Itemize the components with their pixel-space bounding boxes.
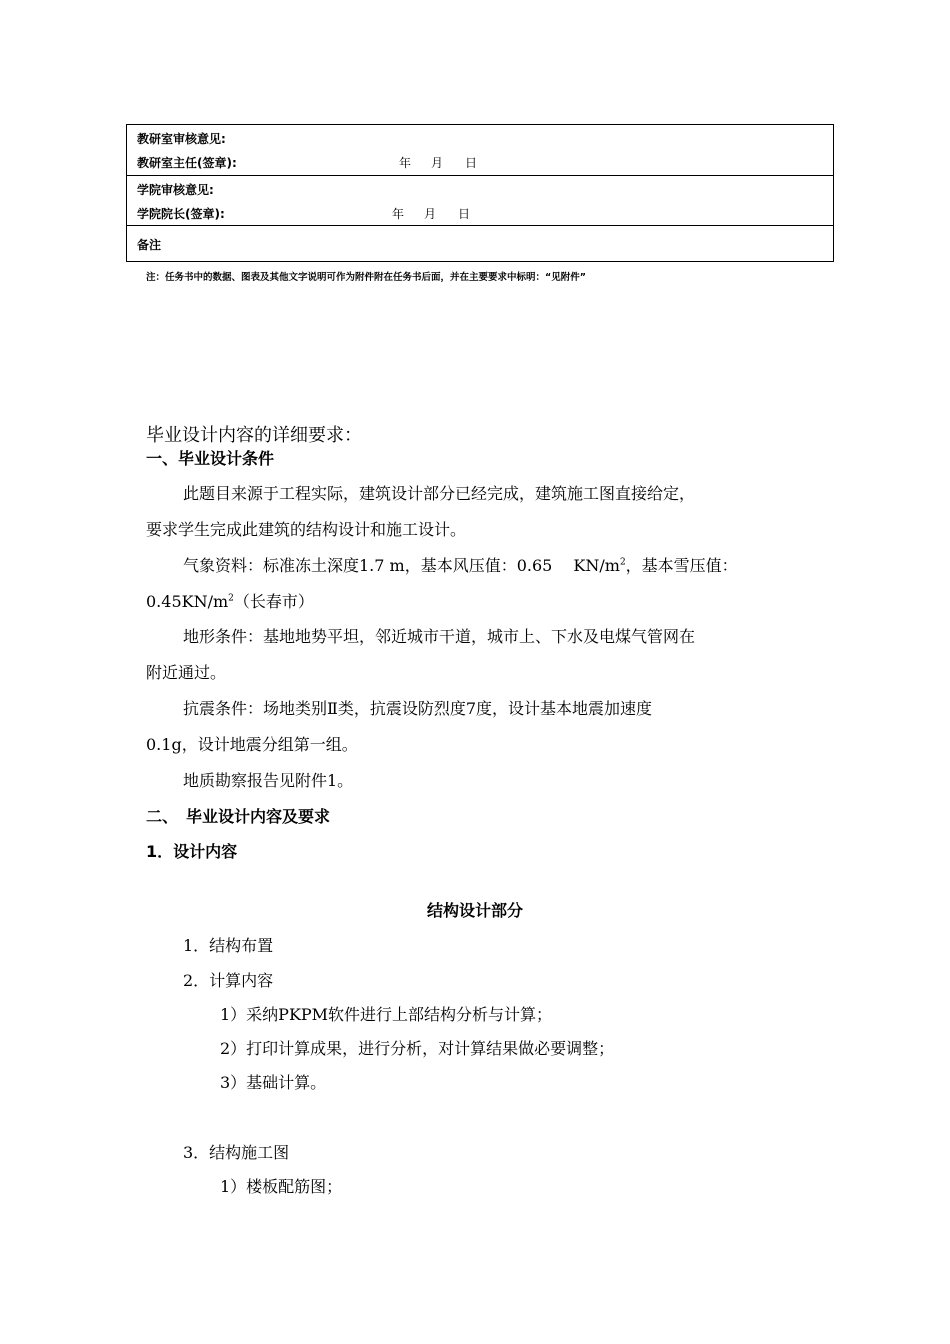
dept-review-label: 教研室审核意见: bbox=[137, 132, 226, 146]
p3-line2: 附近通过。 bbox=[146, 663, 227, 682]
item2: 2．计算内容 bbox=[183, 971, 274, 990]
p2-text-d: （长春市） bbox=[233, 592, 314, 611]
month-label: 月 bbox=[431, 156, 444, 170]
section2-title: 二、 毕业设计内容及要求 bbox=[146, 807, 331, 826]
p2-text-a: 气象资料：标准冻土深度1.7 m，基本风压值：0.65 KN/m bbox=[183, 556, 620, 575]
dept-review-row bbox=[127, 125, 833, 175]
center-title: 结构设计部分 bbox=[426, 901, 523, 920]
p4-line2: 0.1g，设计地震分组第一组。 bbox=[146, 735, 358, 754]
item3: 3．结构施工图 bbox=[183, 1143, 290, 1162]
college-review-label: 学院审核意见: bbox=[137, 183, 214, 197]
item2-3: 3）基础计算。 bbox=[220, 1073, 327, 1092]
year-label: 年 bbox=[392, 207, 405, 221]
p2-text-b: ，基本雪压值： bbox=[625, 556, 738, 575]
p2-text-c: 0.45KN/m bbox=[146, 592, 229, 611]
superscript: 2 bbox=[619, 557, 626, 568]
college-review-row bbox=[127, 175, 833, 226]
item3-1: 1）楼板配筋图； bbox=[220, 1177, 343, 1196]
p1-line1: 此题目来源于工程实际，建筑设计部分已经完成，建筑施工图直接给定， bbox=[183, 484, 696, 503]
p4-line1: 抗震条件：场地类别Ⅱ类，抗震设防烈度7度，设计基本地震加速度 bbox=[183, 699, 653, 718]
section1-title: 一、毕业设计条件 bbox=[146, 449, 275, 468]
sub1-title: 1．设计内容 bbox=[146, 842, 238, 861]
day-label: 日 bbox=[458, 207, 471, 221]
year-label: 年 bbox=[399, 156, 412, 170]
attachment-note: 注：任务书中的数据、图表及其他文字说明可作为附件附在任务书后面，并在主要要求中标明：“见附件” bbox=[146, 272, 586, 283]
college-sign-date bbox=[392, 205, 470, 222]
remarks-label: 备注 bbox=[137, 238, 162, 252]
detail-heading: 毕业设计内容的详细要求： bbox=[146, 425, 362, 446]
p2-line1 bbox=[183, 553, 738, 576]
approval-table bbox=[126, 124, 834, 262]
p5: 地质勘察报告见附件1。 bbox=[183, 771, 354, 790]
remarks-row bbox=[127, 225, 833, 262]
item2-1: 1）采纳PKPM软件进行上部结构分析与计算； bbox=[220, 1005, 553, 1024]
day-label: 日 bbox=[465, 156, 478, 170]
p3-line1: 地形条件：基地地势平坦，邻近城市干道，城市上、下水及电煤气管网在 bbox=[183, 627, 696, 646]
superscript: 2 bbox=[228, 593, 234, 604]
item1: 1．结构布置 bbox=[183, 936, 274, 955]
p1-line2: 要求学生完成此建筑的结构设计和施工设计。 bbox=[146, 520, 467, 539]
item2-2: 2）打印计算成果，进行分析，对计算结果做必要调整； bbox=[220, 1039, 615, 1058]
college-dean-sign-label: 学院院长(签章): bbox=[137, 207, 225, 221]
month-label: 月 bbox=[424, 207, 437, 221]
p2-line2 bbox=[146, 589, 314, 612]
dept-director-sign-label: 教研室主任(签章): bbox=[137, 156, 237, 170]
dept-sign-date bbox=[399, 154, 477, 171]
